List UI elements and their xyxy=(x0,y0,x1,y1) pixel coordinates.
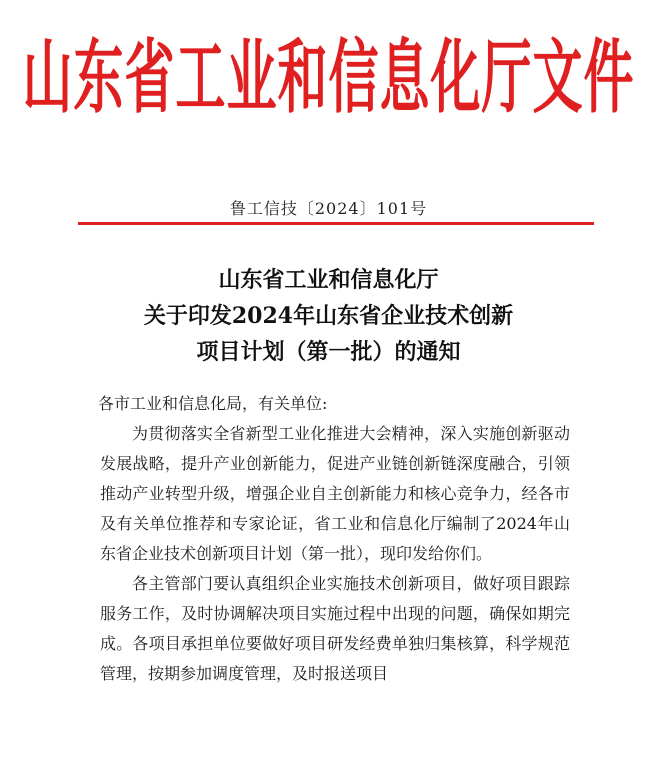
title-line-1: 山东省工业和信息化厅 xyxy=(218,267,439,293)
red-divider xyxy=(78,222,594,225)
salutation: 各市工业和信息化局，有关单位: xyxy=(98,394,328,413)
document-masthead: 山东省工业和信息化厅文件 xyxy=(22,30,635,125)
body-paragraph-1: 为贯彻落实全省新型工业化推进大会精神，深入实施创新驱动发展战略，提升产业创新能力，促进产业链创新链深度融合，引领推动产业转型升级，增强企业自主创新能力和核心竞争力，经各市及有关单位推荐和专家论证，省工业和信息化厅编制了2024年山东省企业技术创新项目计划（第一批），现印发给你们。 xyxy=(100,424,570,563)
document-title xyxy=(0,262,657,370)
title-line-2: 关于印发2024年山东省企业技术创新 xyxy=(143,303,514,329)
title-line-3: 项目计划（第一批）的通知 xyxy=(196,339,461,365)
body-paragraph-2: 各主管部门要认真组织企业实施技术创新项目，做好项目跟踪服务工作，及时协调解决项目实施过程中出现的问题，确保如期完成。各项目承担单位要做好项目研发经费单独归集核算，科学规范管理，按期参加调度管理，及时报送项目 xyxy=(100,574,570,683)
document-body xyxy=(100,389,570,689)
document-number: 鲁工信技〔2024〕101号 xyxy=(229,199,428,218)
